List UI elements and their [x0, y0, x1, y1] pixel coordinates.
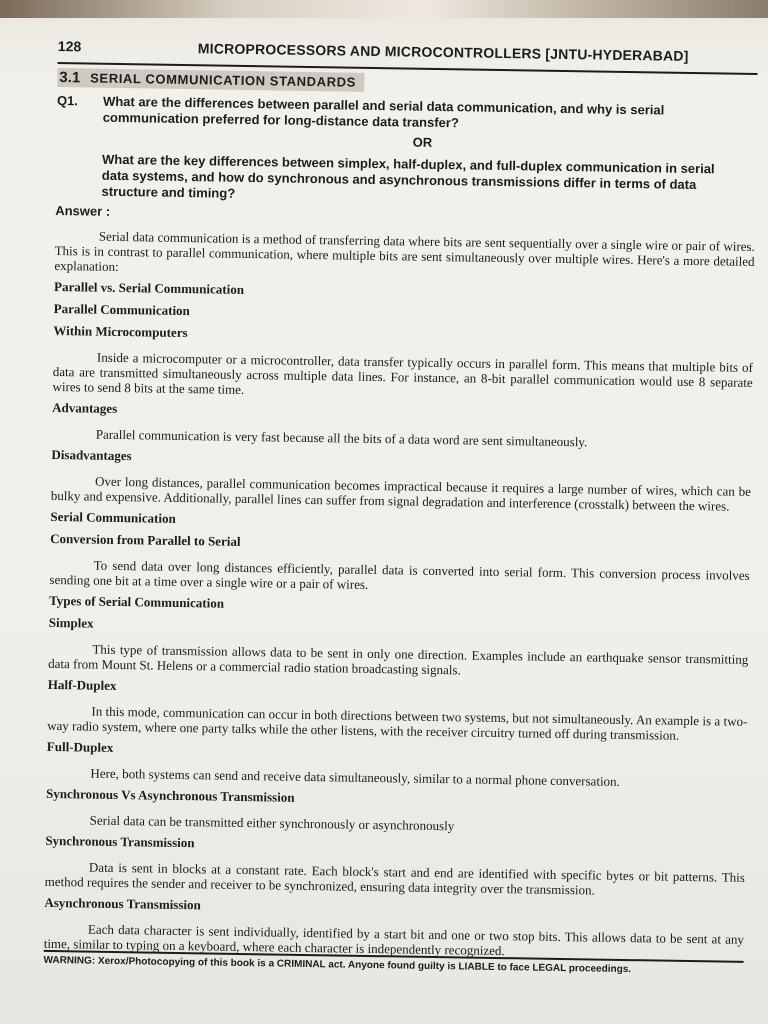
heading-parallel: Parallel Communication [53, 300, 190, 319]
paragraph-conversion: To send data over long distances efficiently, parallel data is converted into serial form. This conversion process involves sending one bit at a time over a single wire or a pair of wires. [49, 557, 750, 592]
paragraph-intro: Serial data communication is a method of transferring data where bits are sent sequentially over a single wire or pair of wires. This is in contrast to parallel communication, where multiple bits are sent simultaneously over multiple wires. Here's a more detailed explanation: [54, 228, 755, 274]
heading-sync-vs-async: Synchronous Vs Asynchronous Transmission [46, 785, 295, 805]
question-part-1: What are the differences between parallel and serial data communication, and why is serial communication preferred for long-distance data transfer? [102, 93, 665, 131]
heading-advantages: Advantages [52, 399, 118, 416]
question-label: Q1. [56, 92, 79, 109]
section-number: 3.1 [59, 69, 81, 87]
heading-asynchronous: Asynchronous Transmission [44, 894, 201, 913]
page-top-edge [0, 0, 768, 18]
question-part-2: What are the key differences between simplex, half-duplex, and full-duplex communication in serial data systems, and how do synchronous and asynchronous transmissions differ in terms of data structure and timing? [101, 151, 715, 201]
page-number: 128 [57, 38, 82, 55]
paragraph-disadvantages: Over long distances, parallel communication becomes impractical because it requires a large number of wires, which can be bulky and expensive. Additionally, parallel lines can suffer from signal degradation and interference (crosstalk) between the wires. [50, 473, 752, 514]
paragraph-within-microcomputers: Inside a microcomputer or a microcontroller, data transfer typically occurs in parallel form. This means that multiple bits of data are transmitted simultaneously across multiple data lines. For instance, an 8-bit parallel communication would use 8 separate wires to send 8 bits at the same time. [52, 349, 754, 397]
heading-synchronous: Synchronous Transmission [45, 832, 195, 851]
paragraph-simplex: This type of transmission allows data to be sent in only one direction. Examples include an earthquake sensor transmitting data from Mount St. Helens or a commercial radio station broadcasting signals. [48, 641, 749, 678]
heading-conversion: Conversion from Parallel to Serial [50, 530, 241, 549]
paragraph-asynchronous: Each data character is sent individually, identified by a start bit and one or two stop bits. This allows data to be sent at any time, similar to typing on a keyboard, where each character is independently recognized. [43, 921, 745, 959]
question-or: OR [412, 134, 433, 150]
book-title: MICROPROCESSORS AND MICROCONTROLLERS [JNTU-HYDERABAD] [197, 40, 689, 64]
heading-full-duplex: Full-Duplex [46, 738, 114, 755]
section-heading [57, 68, 364, 92]
paragraph-advantages: Parallel communication is very fast because all the bits of a data word are sent simultaneously. [95, 426, 588, 450]
paragraph-sync-vs-async: Serial data can be transmitted either synchronously or asynchronously [89, 812, 455, 834]
paragraph-half-duplex: In this mode, communication can occur in both directions between two systems, but not simultaneously. An example is a two-way radio system, where one party talks while the other listens, with the receiver circuitry turned off during transmission. [47, 703, 748, 743]
heading-types: Types of Serial Communication [49, 592, 225, 611]
heading-half-duplex: Half-Duplex [47, 676, 117, 693]
heading-within-microcomputers: Within Microcomputers [53, 322, 188, 341]
section-title: SERIAL COMMUNICATION STANDARDS [90, 70, 357, 90]
heading-disadvantages: Disadvantages [51, 446, 132, 464]
answer-label: Answer : [55, 202, 111, 219]
footer-warning: WARNING: Xerox/Photocopying of this book is a CRIMINAL act. Anyone found guilty is LIABLE to face LEGAL proceedings. [43, 950, 743, 977]
question-block [55, 93, 757, 210]
question-text [101, 94, 743, 210]
paragraph-synchronous: Data is sent in blocks at a constant rate. Each block's start and end are identified with specific bytes or bit patterns. This method requires the sender and receiver to be synchronized, ensuring data integrity over the transmission. [44, 859, 746, 898]
paragraph-full-duplex: Here, both systems can send and receive data simultaneously, similar to a normal phone conversation. [90, 765, 620, 789]
heading-serial: Serial Communication [50, 508, 176, 526]
heading-parallel-vs-serial: Parallel vs. Serial Communication [53, 278, 245, 297]
page-content [43, 38, 758, 976]
heading-simplex: Simplex [48, 614, 94, 631]
